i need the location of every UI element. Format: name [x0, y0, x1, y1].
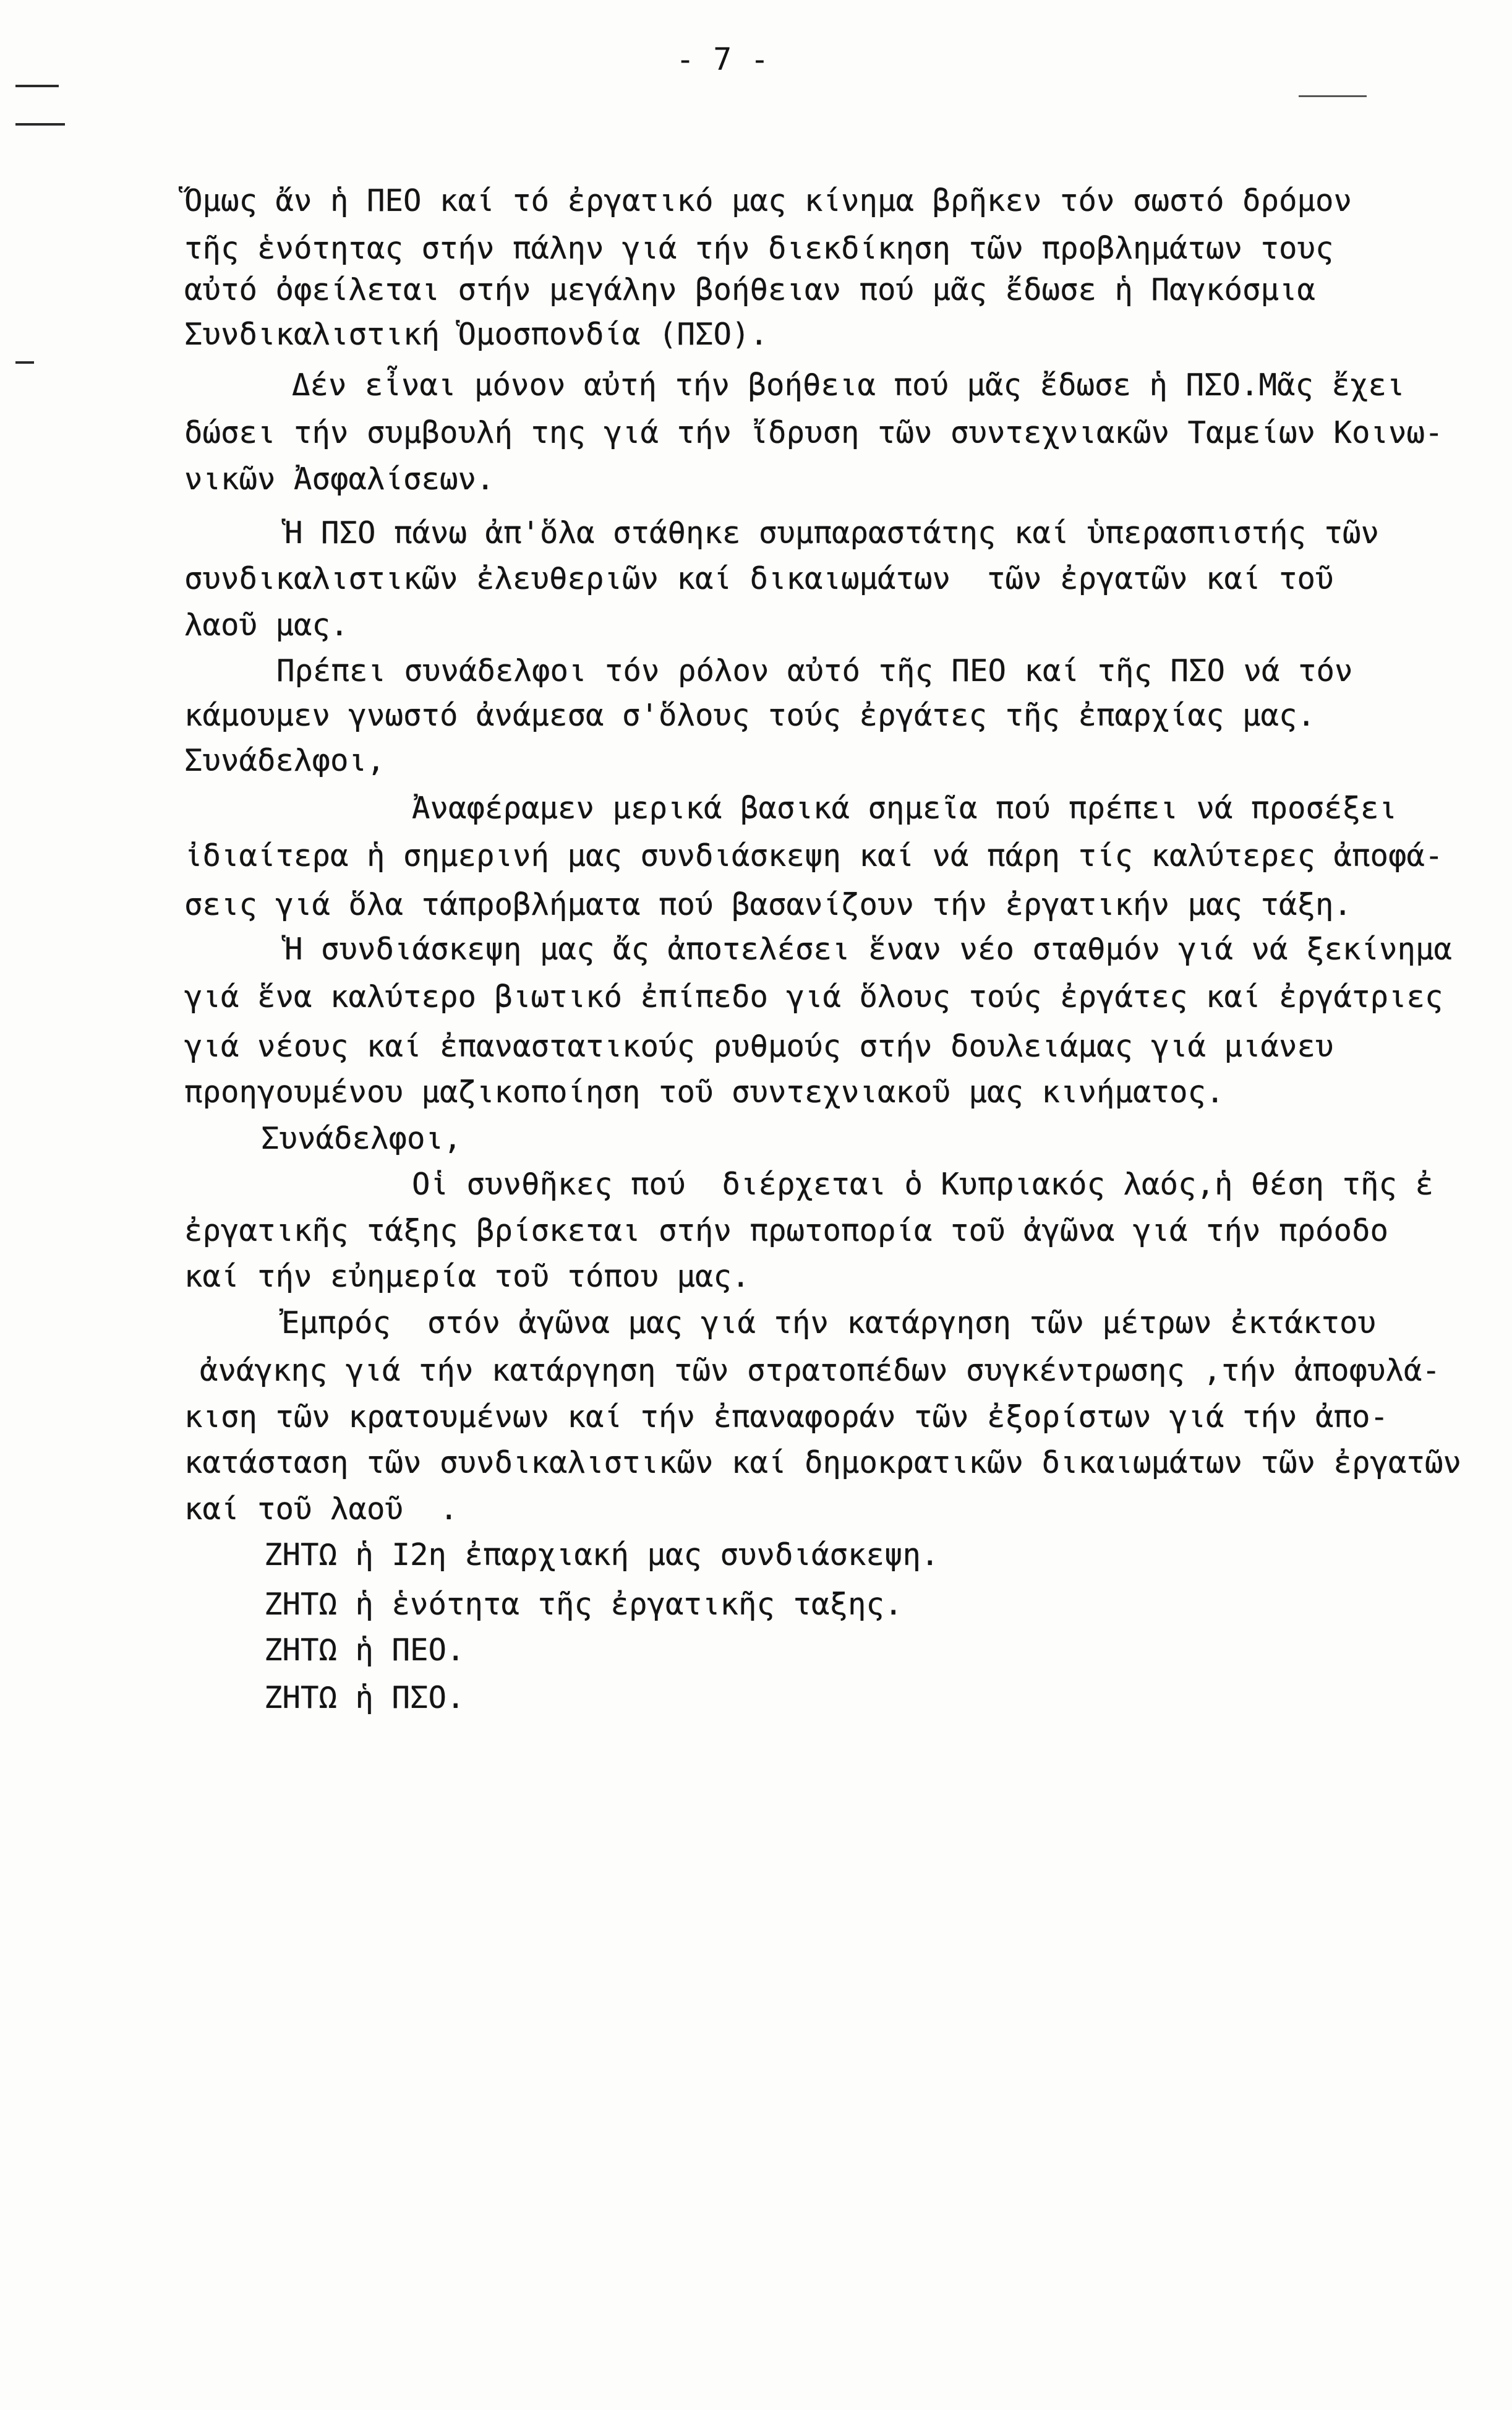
text-line: Συνάδελφοι,	[184, 743, 385, 778]
text-line: καί τοῦ λαοῦ .	[184, 1491, 458, 1527]
text-line: προηγουμένου μαζικοποίηση τοῦ συντεχνιακοῦ μας κινήματος.	[184, 1074, 1224, 1110]
page-number: - 7 -	[676, 41, 769, 77]
text-line: ἀνάγκης γιά τήν κατάργηση τῶν στρατοπέδων συγκέντρωσης ,τήν ἀποφυλά-	[200, 1353, 1441, 1388]
text-line: κάμουμεν γνωστό ἀνάμεσα σ'ὅλους τούς ἐργάτες τῆς ἐπαρχίας μας.	[184, 698, 1316, 733]
scan-mark	[1299, 95, 1367, 97]
text-line: Πρέπει συνάδελφοι τόν ρόλον αὐτό τῆς ΠΕΟ καί τῆς ΠΣΟ νά τόν	[276, 653, 1353, 688]
slogan-line: ΖΗΤΩ ἡ ἑνότητα τῆς ἐργατικῆς ταξης.	[264, 1587, 903, 1622]
text-line: αὐτό ὀφείλεται στήν μεγάλην βοήθειαν πού μᾶς ἔδωσε ἡ Παγκόσμια	[184, 272, 1316, 307]
text-line: Δέν εἶναι μόνον αὐτή τήν βοήθεια πού μᾶς ἔδωσε ἡ ΠΣΟ.Μᾶς ἔχει	[292, 367, 1405, 403]
text-line: Συνάδελφοι,	[261, 1121, 462, 1156]
text-line: καί τήν εὐημερία τοῦ τόπου μας.	[184, 1259, 750, 1294]
text-line: ἰδιαίτερα ἡ σημερινή μας συνδιάσκεψη καί νά πάρη τίς καλύτερες ἀποφά-	[184, 838, 1443, 873]
scan-mark	[15, 85, 59, 87]
text-line: δώσει τήν συμβουλή της γιά τήν ἴδρυση τῶν συντεχνιακῶν Ταμείων Κοινω-	[184, 415, 1443, 450]
text-line: γιά ἕνα καλύτερο βιωτικό ἐπίπεδο γιά ὅλους τούς ἐργάτες καί ἐργάτριες	[184, 979, 1443, 1014]
scan-mark	[15, 123, 65, 126]
slogan-line: ΖΗΤΩ ἡ ΠΣΟ.	[264, 1680, 465, 1715]
text-line: σεις γιά ὅλα τάπροβλήματα πού βασανίζουν τήν ἐργατικήν μας τάξη.	[184, 887, 1352, 922]
text-line: κιση τῶν κρατουμένων καί τήν ἐπαναφοράν τῶν ἐξορίστων γιά τήν ἀπο-	[184, 1399, 1389, 1434]
text-line: κατάσταση τῶν συνδικαλιστικῶν καί δημοκρατικῶν δικαιωμάτων τῶν ἐργατῶν	[184, 1445, 1462, 1480]
text-line: Ἡ ΠΣΟ πάνω ἀπ'ὅλα στάθηκε συμπαραστάτης καί ὑπερασπιστής τῶν	[284, 515, 1380, 551]
text-line: γιά νέους καί ἐπαναστατικούς ρυθμούς στήν δουλειάμας γιά μιάνευ	[184, 1029, 1334, 1064]
text-line: Ἐμπρός στόν ἀγῶνα μας γιά τήν κατάργηση τῶν μέτρων ἐκτάκτου	[281, 1305, 1377, 1340]
text-line: Ὅμως ἄν ἡ ΠΕΟ καί τό ἐργατικό μας κίνημα βρῆκεν τόν σωστό δρόμον	[184, 183, 1352, 218]
text-line: λαοῦ μας.	[184, 607, 349, 643]
text-line: Ἀναφέραμεν μερικά βασικά σημεῖα πού πρέπει νά προσέξει	[412, 791, 1398, 826]
text-line: Ἡ συνδιάσκεψη μας ἄς ἀποτελέσει ἕναν νέο σταθμόν γιά νά ξεκίνημα	[284, 932, 1453, 967]
slogan-line: ΖΗΤΩ ἡ Ι2η ἐπαρχιακή μας συνδιάσκεψη.	[264, 1537, 939, 1572]
text-line: τῆς ἑνότητας στήν πάλην γιά τήν διεκδίκηση τῶν προβλημάτων τους	[184, 231, 1334, 266]
slogan-line: ΖΗΤΩ ἡ ΠΕΟ.	[264, 1632, 465, 1668]
text-line: συνδικαλιστικῶν ἐλευθεριῶν καί δικαιωμάτων τῶν ἐργατῶν καί τοῦ	[184, 561, 1334, 596]
text-line: Συνδικαλιστική Ὁμοσπονδία (ΠΣΟ).	[184, 317, 769, 352]
text-line: Οἱ συνθῆκες πού διέρχεται ὁ Κυπριακός λαός,ἡ θέση τῆς ἐ	[412, 1167, 1434, 1202]
scan-mark	[15, 361, 34, 364]
text-line: νικῶν Ἀσφαλίσεων.	[184, 461, 495, 497]
text-line: ἐργατικῆς τάξης βρίσκεται στήν πρωτοπορία τοῦ ἀγῶνα γιά τήν πρόοδο	[184, 1213, 1389, 1248]
